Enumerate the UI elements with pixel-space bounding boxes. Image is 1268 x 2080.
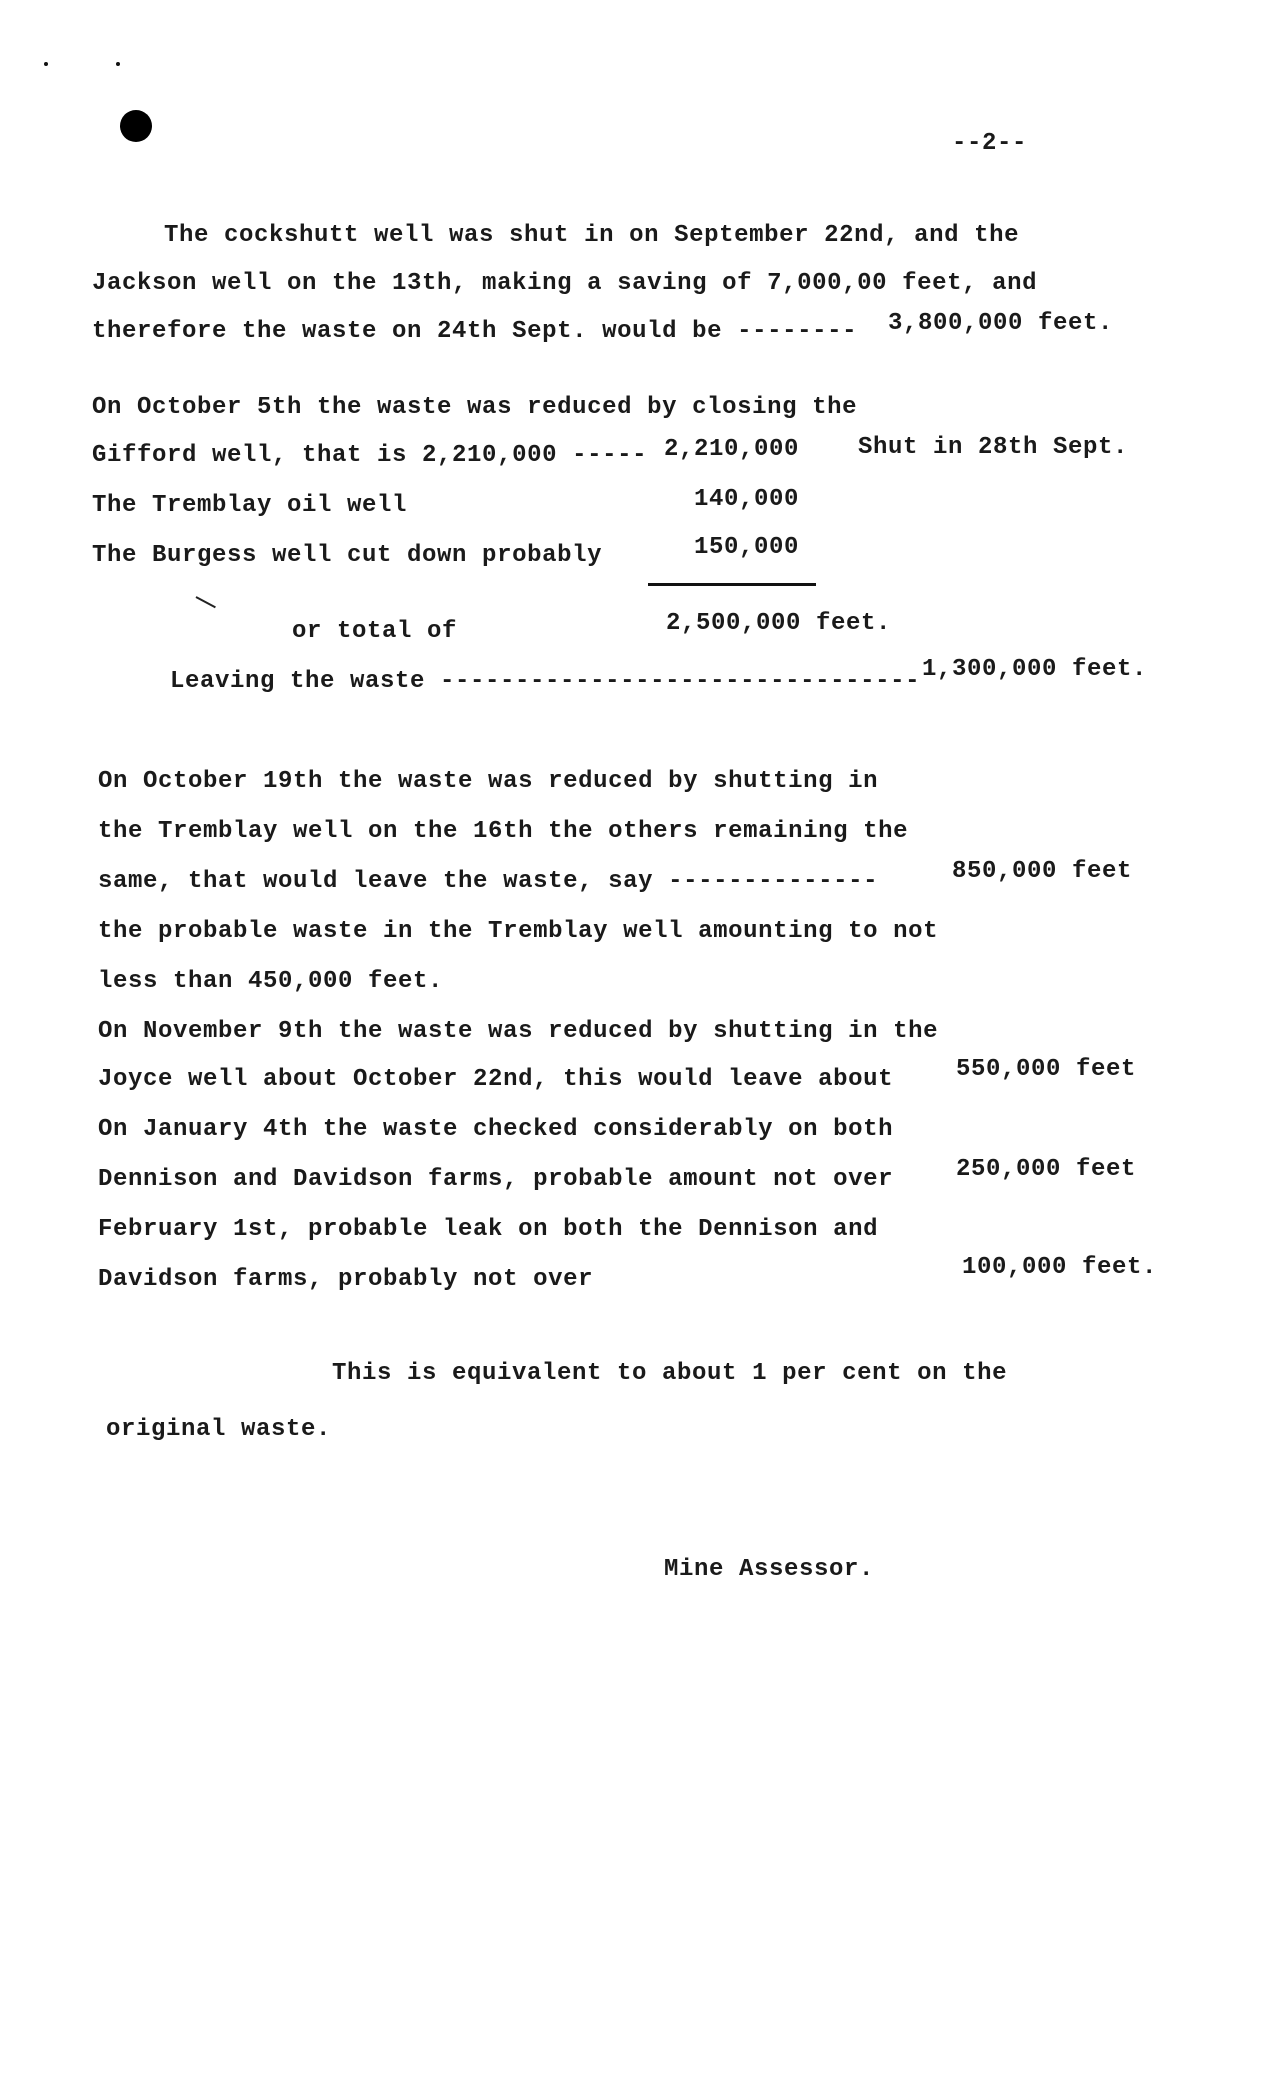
para3-line2: the Tremblay well on the 16th the others remaining the <box>98 818 909 845</box>
para4-line4: Dennison and Davidson farms, probable amount not over <box>98 1166 894 1193</box>
pencil-mark <box>196 596 216 608</box>
punch-hole <box>120 110 152 142</box>
para4-line5: February 1st, probable leak on both the Dennison and <box>98 1216 879 1243</box>
para4-amount2: 250,000 feet <box>956 1156 1137 1183</box>
para4-line3: On January 4th the waste checked considerably on both <box>98 1116 894 1143</box>
tremblay-amount: 140,000 <box>694 486 800 513</box>
para3-line1: On October 19th the waste was reduced by shutting in <box>98 768 879 795</box>
conclusion-line1: This is equivalent to about 1 per cent on the <box>332 1360 1008 1387</box>
burgess-amount: 150,000 <box>694 534 800 561</box>
signature-title: Mine Assessor. <box>664 1556 875 1583</box>
total-label: or total of <box>292 618 458 645</box>
sum-underline <box>648 583 816 586</box>
para1-line2: Jackson well on the 13th, making a saving of 7,000,00 feet, and <box>92 270 1038 297</box>
para1-amount: 3,800,000 feet. <box>888 310 1114 337</box>
para4-line1: On November 9th the waste was reduced by shutting in the <box>98 1018 939 1045</box>
para4-line2: Joyce well about October 22nd, this would leave about <box>98 1066 894 1093</box>
total-amount: 2,500,000 feet. <box>666 610 892 637</box>
leaving-label: Leaving the waste -------------------------------- <box>170 668 921 695</box>
para3-line3: same, that would leave the waste, say -------------- <box>98 868 879 895</box>
leaving-amount: 1,300,000 feet. <box>922 656 1148 683</box>
burgess-label: The Burgess well cut down probably <box>92 542 603 569</box>
scan-speck <box>44 62 48 66</box>
para4-line6: Davidson farms, probably not over <box>98 1266 594 1293</box>
para3-amount: 850,000 feet <box>952 858 1133 885</box>
gifford-amount: 2,210,000 <box>664 436 800 463</box>
gifford-label: Gifford well, that is 2,210,000 ----- <box>92 442 648 469</box>
conclusion-line2: original waste. <box>106 1416 332 1443</box>
para3-line5: less than 450,000 feet. <box>98 968 444 995</box>
para2-line1: On October 5th the waste was reduced by closing the <box>92 394 858 421</box>
gifford-note: Shut in 28th Sept. <box>858 434 1129 461</box>
para4-amount3: 100,000 feet. <box>962 1254 1158 1281</box>
para1-line1: The cockshutt well was shut in on September 22nd, and the <box>164 222 1020 249</box>
para1-line3: therefore the waste on 24th Sept. would be -------- <box>92 318 858 345</box>
para4-amount1: 550,000 feet <box>956 1056 1137 1083</box>
tremblay-label: The Tremblay oil well <box>92 492 408 519</box>
page-number: --2-- <box>952 130 1028 157</box>
scan-speck <box>116 62 120 66</box>
para3-line4: the probable waste in the Tremblay well amounting to not <box>98 918 939 945</box>
